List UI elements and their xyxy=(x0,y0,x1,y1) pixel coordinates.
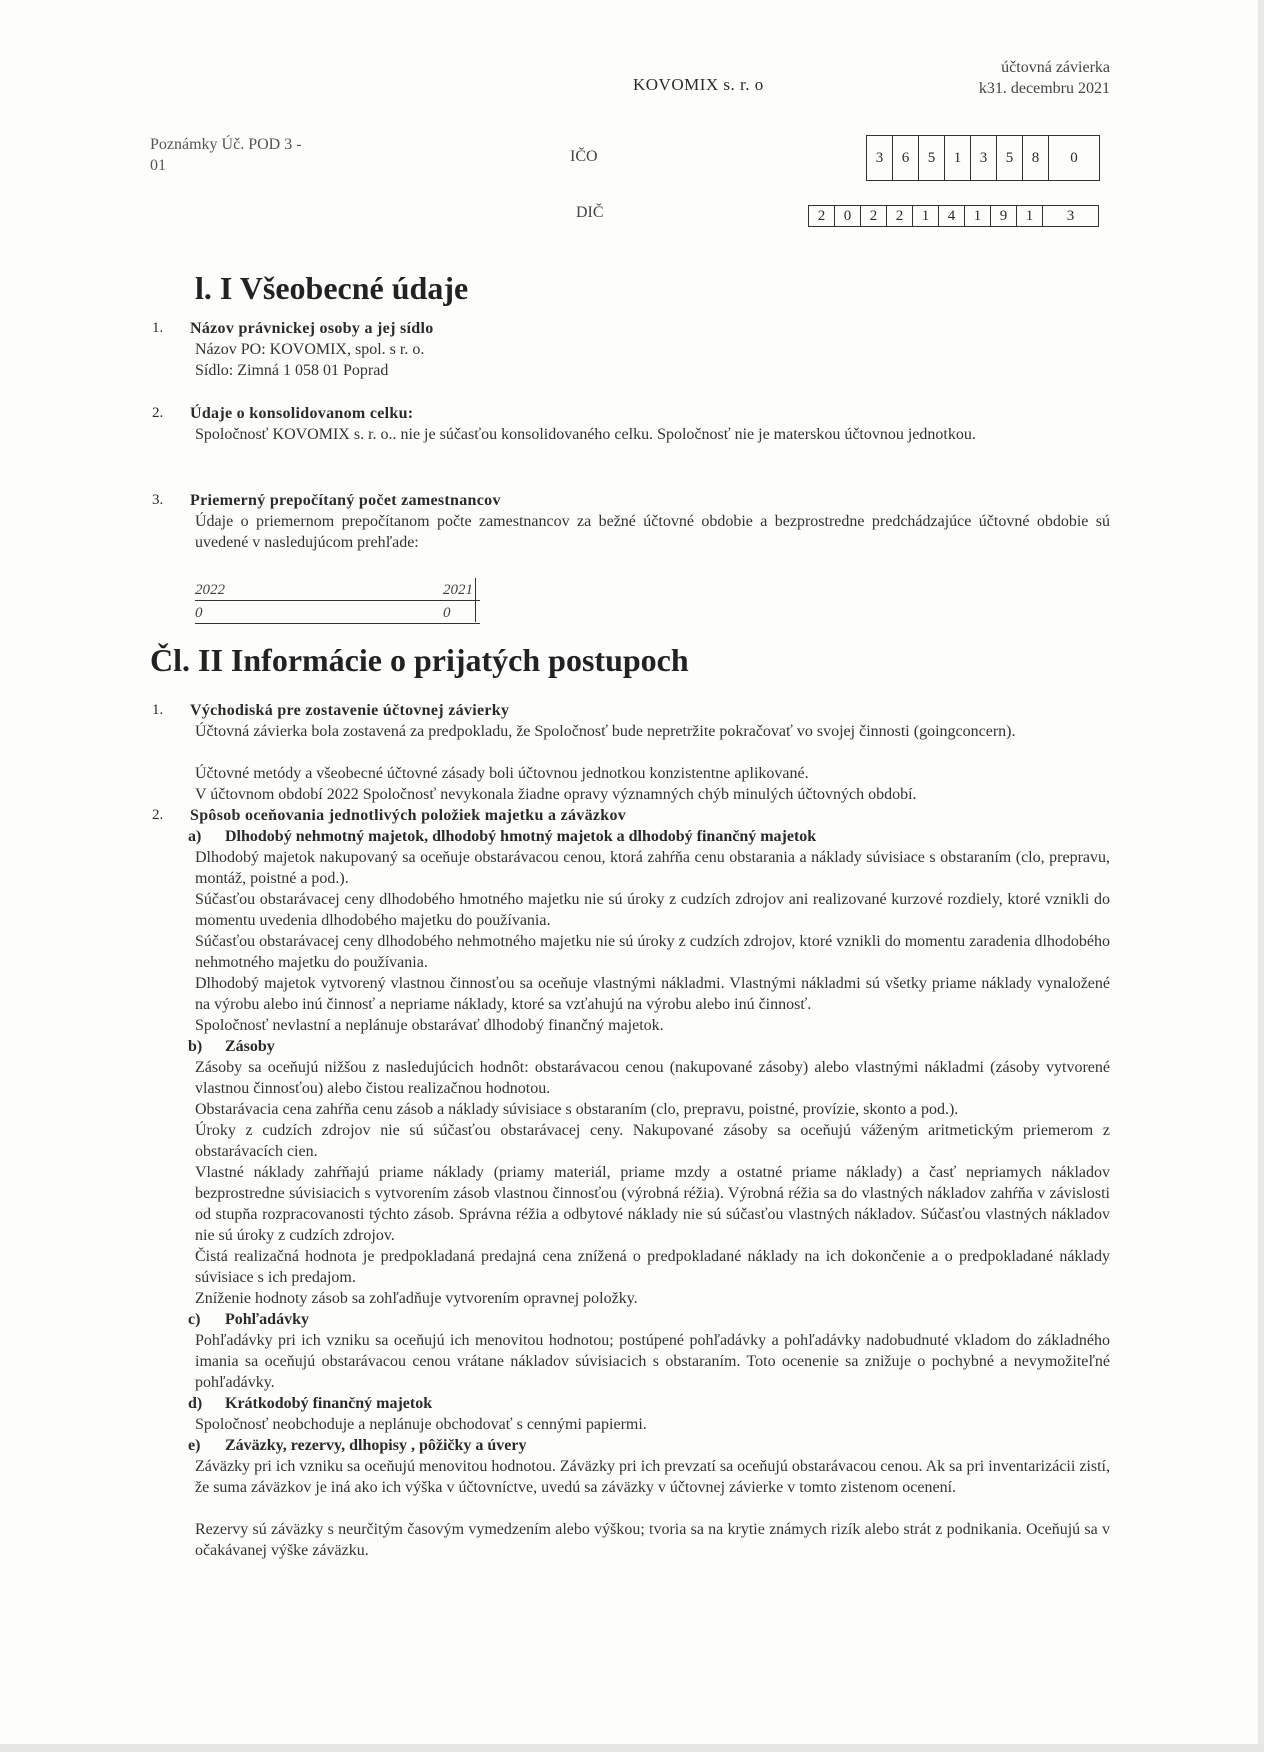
table-header-row xyxy=(195,578,480,601)
dic-digit: 2 xyxy=(861,206,887,226)
year-previous: 2021 xyxy=(443,582,473,598)
ico-digit: 3 xyxy=(867,136,893,180)
year-current: 2022 xyxy=(195,582,225,598)
item-heading: Priemerný prepočítaný počet zamestnancov xyxy=(190,492,501,509)
paragraph: Súčasťou obstarávacej ceny dlhodobého nehmotného majetku nie sú úroky z cudzích zdrojov, ktoré vznikli do momentu zaradenia dlhodobého nehmotného majetku do používania. xyxy=(195,933,1110,971)
dic-digit: 9 xyxy=(991,206,1017,226)
company-name: KOVOMIX s. r. o xyxy=(633,75,764,94)
notes-label-line-2: 01 xyxy=(150,157,166,174)
subitem-heading: Dlhodobý nehmotný majetok, dlhodobý hmotný majetok a dlhodobý finančný majetok xyxy=(225,828,817,845)
subitem-label: e) xyxy=(188,1437,201,1454)
registered-seat: Sídlo: Zimná 1 058 01 Poprad xyxy=(195,362,389,379)
subitem-label: c) xyxy=(188,1311,201,1328)
item-number: 3. xyxy=(152,492,164,508)
ico-label: IČO xyxy=(570,148,598,165)
ico-digit: 1 xyxy=(945,136,971,180)
paragraph: Údaje o priemernom prepočítanom počte zamestnancov za bežné účtovné obdobie a bezprostredne predchádzajúce účtovné obdobie sú uvedené v nasledujúcom prehľade: xyxy=(195,513,1110,551)
item-heading: Údaje o konsolidovanom celku: xyxy=(190,405,414,422)
subitem-label: b) xyxy=(188,1038,203,1055)
paragraph: Dlhodobý majetok vytvorený vlastnou činnosťou sa oceňuje vlastnými nákladmi. Vlastnými nákladmi sú všetky priame náklady vynaložené na výrobu alebo inú činnosť a nepriame náklady, ktoré sa vzťahujú na výrobu alebo inú činnosť. xyxy=(195,975,1110,1013)
count-current: 0 xyxy=(195,605,203,621)
paragraph: Spoločnosť KOVOMIX s. r. o.. nie je súčasťou konsolidovaného celku. Spoločnosť nie je materskou účtovnou jednotkou. xyxy=(195,426,976,443)
item-heading: Spôsob oceňovania jednotlivých položiek majetku a záväzkov xyxy=(190,807,627,824)
ico-digit: 6 xyxy=(893,136,919,180)
section-1-title: l. I Všeobecné údaje xyxy=(195,270,469,306)
paragraph: Úroky z cudzích zdrojov nie sú súčasťou obstarávacej ceny. Nakupované zásoby sa oceňujú váženým aritmetickým priemerom z obstarávacích cien. xyxy=(195,1122,1110,1160)
scan-edge xyxy=(1258,0,1264,1752)
dic-label: DIČ xyxy=(576,204,604,221)
dic-digit: 1 xyxy=(965,206,991,226)
section-2-title: Čl. II Informácie o prijatých postupoch xyxy=(150,642,689,678)
paragraph: Účtovné metódy a všeobecné účtovné zásady boli účtovnou jednotkou konzistentne aplikované. xyxy=(195,765,809,782)
item-number: 2. xyxy=(152,405,164,421)
paragraph: Dlhodobý majetok nakupovaný sa oceňuje obstarávacou cenou, ktorá zahŕňa cenu obstarania a náklady súvisiace s obstaraním (clo, prepravu, montáž, poistné a pod.). xyxy=(195,849,1110,887)
scan-bottom-edge xyxy=(0,1744,1264,1752)
paragraph: Rezervy sú záväzky s neurčitým časovým vymedzením alebo výškou; tvoria sa na krytie známych rizík alebo strát z podnikania. Oceňujú sa v očakávanej výške záväzku. xyxy=(195,1521,1110,1559)
paragraph: Pohľadávky pri ich vzniku sa oceňujú ich menovitou hodnotou; postúpené pohľadávky a pohľadávky nadobudnuté vkladom do základného imania sa oceňujú obstarávacou cenou vrátane nákladov súvisiacich s obstaraním. Toto ocenenie sa znižuje o pochybné a nevymožiteľné pohľadávky. xyxy=(195,1332,1110,1391)
ico-digit: 8 xyxy=(1023,136,1049,180)
dic-digit-boxes xyxy=(808,205,1099,227)
paragraph: Vlastné náklady zahŕňajú priame náklady (priamy materiál, priame mzdy a ostatné priame náklady) a časť nepriamych nákladov bezprostredne súvisiacich s vytvorením zásob vlastnou činnosťou (výrobná réžia). Výrobná réžia sa do vlastných nákladov zahŕňa v závislosti od stupňa rozpracovanosti týchto zásob. Správna réžia a odbytové náklady nie sú súčasťou vlastných nákladov. Súčasťou vlastných nákladov nie sú úroky z cudzích zdrojov. xyxy=(195,1164,1110,1244)
paragraph: Záväzky pri ich vzniku sa oceňujú menovitou hodnotou. Záväzky pri ich prevzatí sa oceňujú obstarávacou cenou. Ak sa pri inventarizácii zistí, že suma záväzkov je iná ako ich výška v účtovníctve, uvedú sa záväzky v účtovnej závierke v tomto zistenom ocenení. xyxy=(195,1458,1110,1496)
item-heading: Názov právnickej osoby a jej sídlo xyxy=(190,320,434,337)
closing-line-1: účtovná závierka xyxy=(1001,59,1110,76)
paragraph: V účtovnom období 2022 Spoločnosť nevykonala žiadne opravy významných chýb minulých účtovných období. xyxy=(195,786,917,803)
item-number: 2. xyxy=(152,807,164,823)
subitem-label: a) xyxy=(188,828,202,845)
count-previous: 0 xyxy=(443,605,451,621)
dic-digit: 4 xyxy=(939,206,965,226)
paragraph: Obstarávacia cena zahŕňa cenu zásob a náklady súvisiace s obstaraním (clo, prepravu, poistné, provízie, skonto a pod.). xyxy=(195,1101,959,1118)
subitem-heading: Záväzky, rezervy, dlhopisy , pôžičky a úvery xyxy=(225,1437,527,1454)
paragraph: Čistá realizačná hodnota je predpokladaná predajná cena znížená o predpokladané náklady na ich dokončenie a o predpokladané náklady súvisiace s ich predajom. xyxy=(195,1248,1110,1286)
closing-line-2: k31. decembru 2021 xyxy=(978,80,1110,97)
dic-digit: 1 xyxy=(1017,206,1043,226)
item-number: 1. xyxy=(152,320,164,336)
subitem-label: d) xyxy=(188,1395,203,1412)
dic-digit: 0 xyxy=(835,206,861,226)
item-heading: Východiská pre zostavenie účtovnej závierky xyxy=(190,702,510,719)
legal-name: Názov PO: KOVOMIX, spol. s r. o. xyxy=(195,341,425,358)
item-number: 1. xyxy=(152,702,164,718)
paragraph: Zníženie hodnoty zásob sa zohľadňuje vytvorením opravnej položky. xyxy=(195,1290,638,1307)
ico-digit: 0 xyxy=(1070,150,1078,166)
notes-label xyxy=(150,134,350,176)
paragraph: Súčasťou obstarávacej ceny dlhodobého hmotného majetku nie sú úroky z cudzích zdrojov ani realizované kurzové rozdiely, ktoré vznikli do momentu uvedenia dlhodobého majetku do používania. xyxy=(195,891,1110,929)
paragraph: Zásoby sa oceňujú nižšou z nasledujúcich hodnôt: obstarávacou cenou (nakupované zásoby) alebo vlastnými nákladmi (zásoby vytvorené vlastnou činnosťou) alebo čistou realizačnou hodnotou. xyxy=(195,1059,1110,1097)
subitem-heading: Zásoby xyxy=(225,1038,275,1055)
ico-digit: 5 xyxy=(919,136,945,180)
dic-digit: 2 xyxy=(887,206,913,226)
notes-label-line-1: Poznámky Úč. POD 3 - xyxy=(150,136,302,153)
dic-digit: 2 xyxy=(809,206,835,226)
paragraph: Spoločnosť neobchoduje a neplánuje obchodovať s cennými papiermi. xyxy=(195,1416,647,1433)
ico-digit: 3 xyxy=(971,136,997,180)
subitem-heading: Pohľadávky xyxy=(225,1311,309,1328)
paragraph: Účtovná závierka bola zostavená za predpokladu, že Spoločnosť bude nepretržite pokračovať vo svojej činnosti (goingconcern). xyxy=(195,723,1016,740)
dic-digit: 3 xyxy=(1066,208,1075,224)
ico-digit-boxes xyxy=(866,135,1100,181)
ico-digit: 5 xyxy=(997,136,1023,180)
closing-date-block xyxy=(940,57,1110,99)
subitem-heading: Krátkodobý finančný majetok xyxy=(225,1395,433,1412)
paragraph: Spoločnosť nevlastní a neplánuje obstarávať dlhodobý finančný majetok. xyxy=(195,1017,664,1034)
dic-digit: 1 xyxy=(913,206,939,226)
employee-count-table xyxy=(195,578,480,624)
table-row xyxy=(195,601,480,624)
